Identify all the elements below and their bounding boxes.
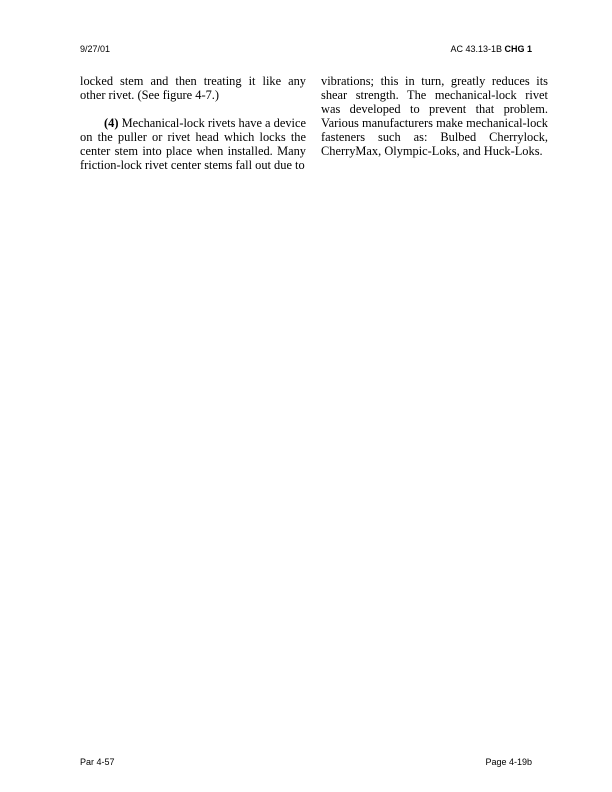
right-paragraph-continuation: vibrations; this in turn, greatly reduces its shear strength. The mechanical-lock rivet was developed to prevent that problem. Various manufacturers make mechanical-lock fasteners such as: Bulbed Cherrylock, CherryMax, Olympic-Loks, and Huck-Loks. bbox=[321, 74, 548, 158]
footer-page-number: Page 4-19b bbox=[485, 757, 532, 767]
footer-paragraph-ref: Par 4-57 bbox=[80, 757, 115, 767]
left-paragraph-continuation: locked stem and then treating it like any other rivet. (See figure 4-7.) bbox=[80, 74, 306, 102]
header-date: 9/27/01 bbox=[80, 44, 111, 54]
page-footer bbox=[80, 757, 532, 771]
header-doc-number: AC 43.13-1B bbox=[450, 44, 502, 54]
right-column bbox=[321, 74, 548, 158]
page-header bbox=[80, 44, 532, 58]
left-column bbox=[80, 74, 306, 172]
header-document-id bbox=[450, 44, 532, 54]
paragraph-4-text: Mechanical-lock rivets have a device on the puller or rivet head which locks the center stem into place when installed. Many friction-lock rivet center stems fall out due to bbox=[80, 116, 306, 172]
paragraph-4 bbox=[80, 116, 306, 172]
header-change-number: CHG 1 bbox=[504, 44, 532, 54]
paragraph-number: (4) bbox=[104, 116, 119, 130]
